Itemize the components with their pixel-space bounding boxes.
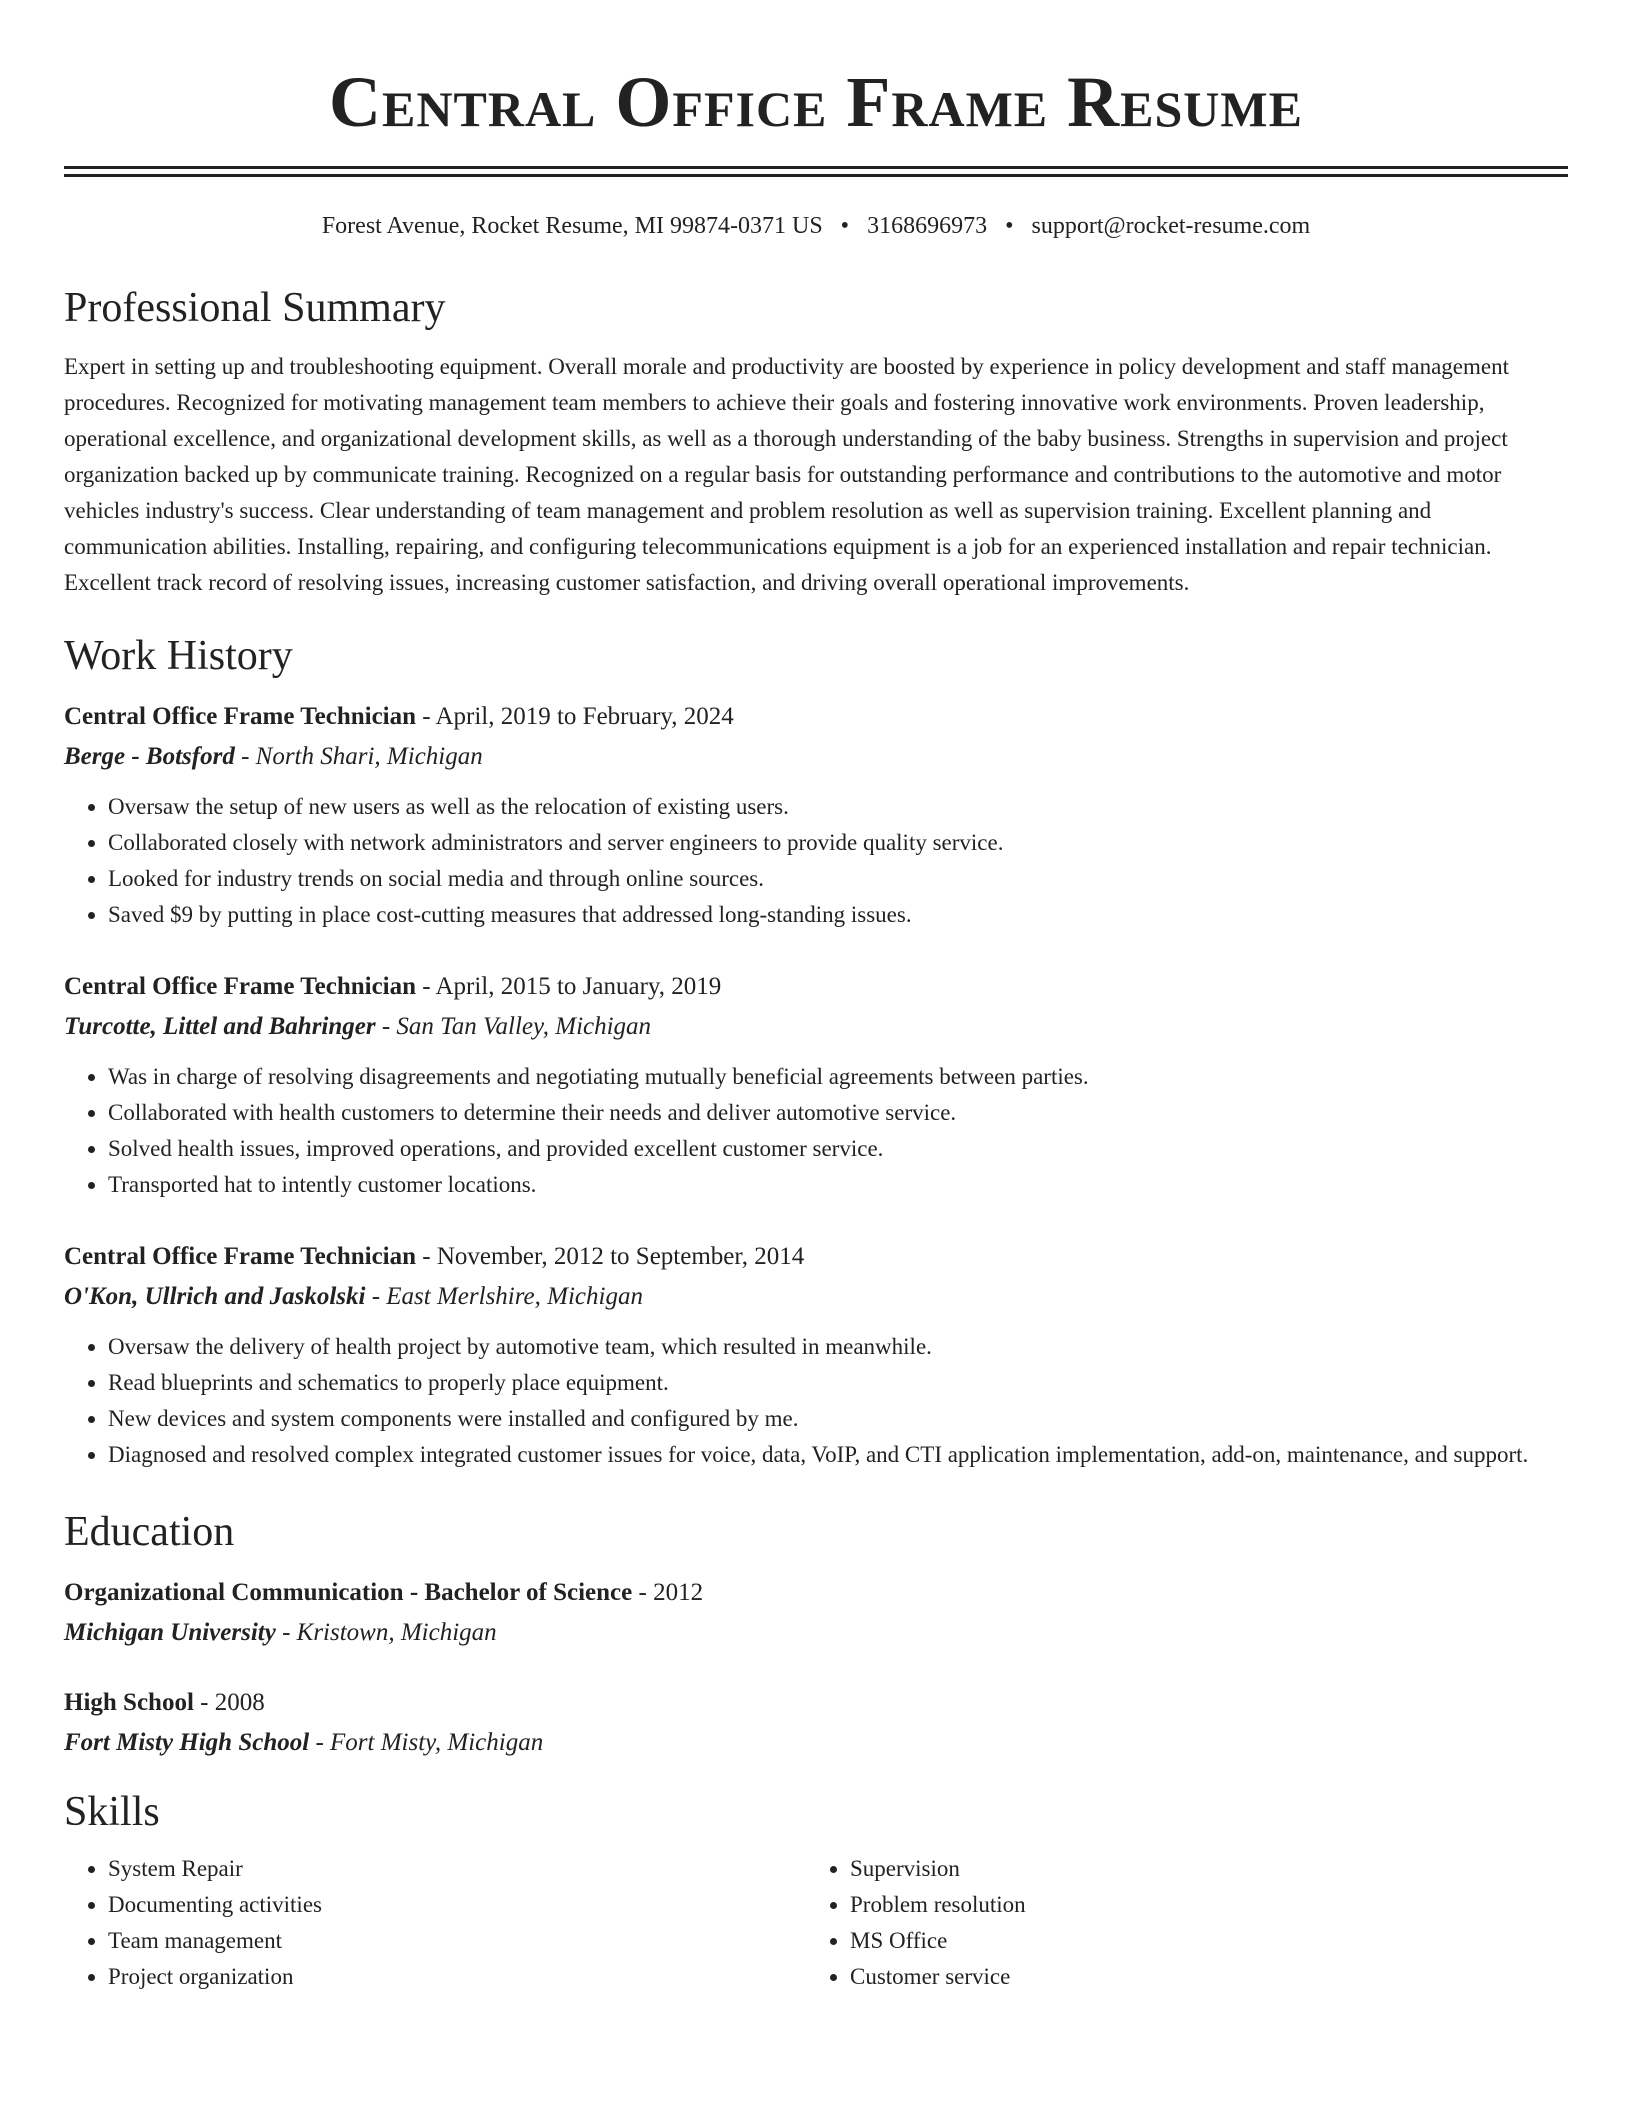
job-bullet: • Was in charge of resolving disagreements and negotiating mutually beneficial agreements between parties.	[108, 1059, 1568, 1095]
education-degree-line	[64, 1683, 1568, 1723]
job-bullet: • Oversaw the delivery of health project by automotive team, which resulted in meanwhile.	[108, 1329, 1568, 1365]
skill-item: • Supervision	[850, 1851, 1548, 1887]
skills-heading: Skills	[64, 1789, 160, 1835]
contact-phone: 3168696973	[867, 213, 988, 239]
skill-item: • System Repair	[108, 1851, 806, 1887]
contact-separator: •	[1005, 213, 1014, 239]
job-company-line	[64, 737, 1568, 777]
contact-line	[64, 211, 1568, 241]
job-dates: - April, 2019 to February, 2024	[416, 703, 734, 730]
skill-item: • Team management	[108, 1923, 806, 1959]
education-year: - 2008	[193, 1689, 265, 1716]
job-role-line	[64, 1237, 1568, 1277]
contact-address: Forest Avenue, Rocket Resume, MI 99874-0371 US	[321, 213, 823, 239]
job-dates: - November, 2012 to September, 2014	[416, 1243, 805, 1270]
education-degree: High School	[64, 1689, 194, 1716]
education-school-line	[64, 1723, 1568, 1763]
job-bullet: • Diagnosed and resolved complex integrated customer issues for voice, data, VoIP, and CTI application implementation, add-on, maintenance, and support.	[108, 1437, 1568, 1473]
job-role-line	[64, 697, 1568, 737]
job-company: Turcotte, Littel and Bahringer	[64, 1013, 376, 1040]
job-bullet: • Collaborated with health customers to determine their needs and deliver automotive service.	[108, 1095, 1568, 1131]
job-company: Berge - Botsford	[64, 743, 235, 770]
job-company-line	[64, 1277, 1568, 1317]
education-school: Michigan University	[64, 1619, 276, 1646]
skill-item: • Problem resolution	[850, 1887, 1548, 1923]
education-entry	[64, 1683, 1568, 1763]
skill-item: • MS Office	[850, 1923, 1548, 1959]
job-company-line	[64, 1007, 1568, 1047]
job-location: - North Shari, Michigan	[234, 743, 483, 770]
contact-separator: •	[840, 213, 850, 239]
skill-item: • Documenting activities	[108, 1887, 806, 1923]
skills-column-right	[806, 1851, 1548, 1995]
job-bullets	[64, 789, 1568, 933]
job-title: Central Office Frame Technician	[64, 1243, 417, 1270]
job-bullet: • Looked for industry trends on social media and through online sources.	[108, 861, 1568, 897]
job-entry	[64, 1237, 1568, 1473]
job-bullet: • New devices and system components were installed and configured by me.	[108, 1401, 1568, 1437]
education-entry	[64, 1573, 1568, 1653]
job-location: - San Tan Valley, Michigan	[375, 1013, 652, 1040]
job-role-line	[64, 967, 1568, 1007]
job-title: Central Office Frame Technician	[64, 703, 417, 730]
skills-column-left	[64, 1851, 806, 1995]
education-degree-line	[64, 1573, 1568, 1613]
job-entry	[64, 967, 1568, 1203]
summary-text: Expert in setting up and troubleshooting equipment. Overall morale and productivity are boosted by experience in policy development and staff management procedures. Recognized for motivating management team members to achieve their goals and fostering innovative work environments. Proven leadership, operational excellence, and organizational development skills, as well as a thorough understanding of the baby business. Strengths in supervision and project organization backed up by communicate training. Recognized on a regular basis for outstanding performance and contributions to the automotive and motor vehicles industry's success. Clear understanding of team management and problem resolution as well as supervision training. Excellent planning and communication abilities. Installing, repairing, and configuring telecommunications equipment is a job for an experienced installation and repair technician. Excellent track record of resolving issues, increasing customer satisfaction, and driving overall operational improvements.	[64, 354, 1509, 595]
job-bullet: • Transported hat to intently customer locations.	[108, 1167, 1568, 1203]
education-location: - Kristown, Michigan	[275, 1619, 497, 1646]
job-dates: - April, 2015 to January, 2019	[416, 973, 722, 1000]
job-location: - East Merlshire, Michigan	[365, 1283, 643, 1310]
skill-item: • Customer service	[850, 1959, 1548, 1995]
job-bullets	[64, 1059, 1568, 1203]
job-title: Central Office Frame Technician	[64, 973, 417, 1000]
contact-email: support@rocket-resume.com	[1031, 213, 1311, 239]
job-bullet: • Saved $9 by putting in place cost-cutting measures that addressed long-standing issues.	[108, 897, 1568, 933]
work-history-heading: Work History	[64, 633, 293, 679]
skills-list	[64, 1851, 1568, 1995]
job-bullets	[64, 1329, 1568, 1473]
education-heading: Education	[64, 1509, 235, 1555]
job-entry	[64, 697, 1568, 933]
education-location: - Fort Misty, Michigan	[309, 1729, 544, 1756]
education-school-line	[64, 1613, 1568, 1653]
education-year: - 2012	[632, 1579, 704, 1606]
job-bullet: • Collaborated closely with network administrators and server engineers to provide quality service.	[108, 825, 1568, 861]
summary-heading: Professional Summary	[64, 285, 446, 331]
job-bullet: • Solved health issues, improved operations, and provided excellent customer service.	[108, 1131, 1568, 1167]
skill-item: • Project organization	[108, 1959, 806, 1995]
title-divider	[64, 166, 1568, 177]
job-company: O'Kon, Ullrich and Jaskolski	[64, 1283, 366, 1310]
education-degree: Organizational Communication - Bachelor of Science	[64, 1579, 633, 1606]
education-school: Fort Misty High School	[64, 1729, 310, 1756]
job-bullet: • Read blueprints and schematics to properly place equipment.	[108, 1365, 1568, 1401]
resume-title: Central Office Frame Resume	[329, 62, 1303, 142]
job-bullet: • Oversaw the setup of new users as well as the relocation of existing users.	[108, 789, 1568, 825]
